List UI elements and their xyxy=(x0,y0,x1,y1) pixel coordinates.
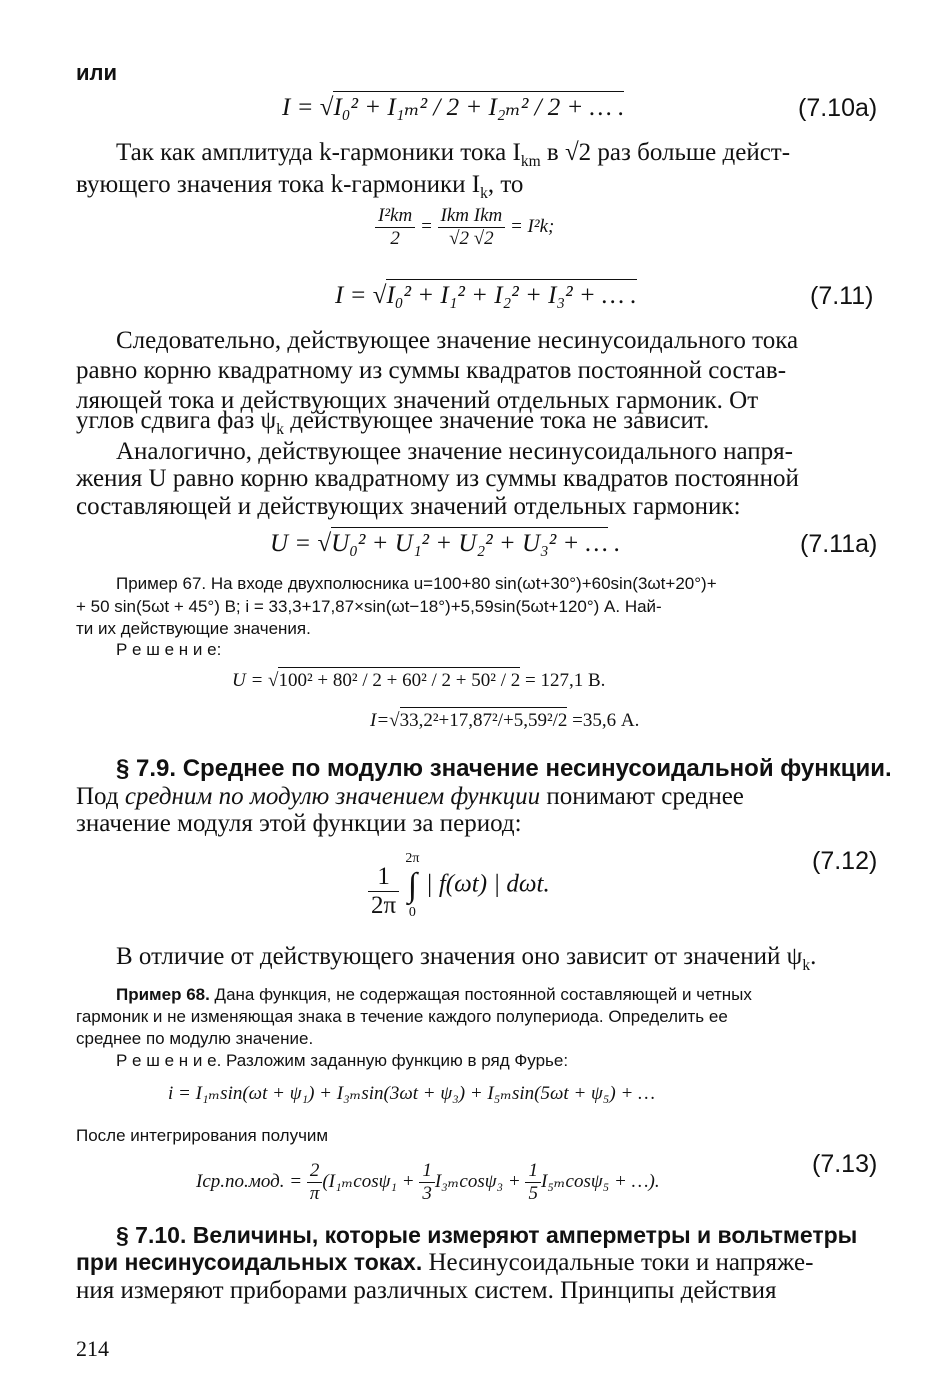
paragraph-line: Аналогично, действующее значение несинусоидального напря- xyxy=(116,438,793,465)
paragraph-line: Под средним по модулю значением функции понимают среднее xyxy=(76,783,744,810)
equation-number-7-12: (7.12) xyxy=(812,847,878,875)
paragraph-line: при несинусоидальных токах. Несинусоидальные токи и напряже- xyxy=(76,1249,814,1276)
equation-7-11: I = √I₀² + I₁² + I₂² + I₃² + … . xyxy=(335,282,637,310)
paragraph-line: углов сдвига фаз $\psi_k$ действующее значение тока не зависит. xyxy=(76,407,710,438)
equation-number-7-10a: (7.10а) xyxy=(798,94,878,122)
equation-7-13: Iср.по.мод. = $\frac{2}{\pi}$ (I₁ₘcosψ₁ + $\frac{1}{3}$ I₃ₘcosψ₃ + $\frac{1}{5}$ I₅ₘcosψ₅ + …). xyxy=(196,1160,660,1204)
example-68-line: среднее по модулю значение. xyxy=(76,1029,314,1048)
paragraph-line: В отличие от действующего значения оно зависит от значений $\psi_k$. xyxy=(116,943,817,974)
section-heading-7-10: § 7.10. Величины, которые измеряют амперметры и вольтметры xyxy=(116,1222,858,1248)
eq-radicand: I₀² + I₁ₘ² / 2 + I₂ₘ² / 2 + … . xyxy=(333,91,624,121)
solution-label: Р е ш е н и е. Разложим заданную функцию в ряд Фурье: xyxy=(116,1051,569,1070)
after-integration-text: После интегрирования получим xyxy=(76,1126,329,1145)
paragraph-line: ляющей тока и действующих значений отдельных гармоник. От xyxy=(76,387,759,414)
paragraph-line: Следовательно, действующее значение несинусоидального тока xyxy=(116,327,799,354)
equation-number-7-11a: (7.11а) xyxy=(800,530,878,558)
example-68-line: Пример 68. Дана функция, не содержащая постоянной составляющей и четных xyxy=(116,985,752,1004)
equation-number-7-13: (7.13) xyxy=(812,1150,878,1178)
paragraph-line: Так как амплитуда k-гармоники тока $I_{km}$ в √2 раз больше дейст- xyxy=(116,139,791,170)
eq-lhs: I = xyxy=(282,94,320,121)
page-number: 214 xyxy=(76,1336,109,1361)
text-ili: или xyxy=(76,60,118,85)
equation-u-value: U = √100² + 80² / 2 + 60² / 2 + 50² / 2 = 127,1 В. xyxy=(232,670,605,692)
solution-label: Р е ш е н и е: xyxy=(116,640,222,659)
paragraph-line: вующего значения тока k-гармоники $I_k$, то xyxy=(76,171,524,202)
equation-7-12: $\frac{1}{2\pi}$ 2π ∫ 0 | f(ωt) | dωt. xyxy=(368,852,550,920)
paragraph-line: жения U равно корню квадратному из суммы квадратов постоянной xyxy=(76,465,799,492)
example-67-line: ти их действующие значения. xyxy=(76,619,311,638)
equation-7-11a: U = √U₀² + U₁² + U₂² + U₃² + … . xyxy=(270,530,620,558)
paragraph-line: значение модуля этой функции за период: xyxy=(76,810,522,837)
equation-fourier-series: i = I₁ₘsin(ωt + ψ₁) + I₃ₘsin(3ωt + ψ₃) + I₅ₘsin(5ωt + ψ₅) + … xyxy=(168,1083,655,1104)
equation-i-value: I=√33,2²+17,87²/+5,59²/2 =35,6 А. xyxy=(370,710,639,732)
example-67-line: + 50 sin(5ωt + 45°) В; i = 33,3+17,87×sin(ωt−18°)+5,59sin(5ωt+120°) А. Най- xyxy=(76,597,662,616)
paragraph-line: ния измеряют приборами различных систем. Принципы действия xyxy=(76,1277,777,1304)
equation-number-7-11: (7.11) xyxy=(810,282,874,310)
paragraph-line: составляющей и действующих значений отдельных гармоник: xyxy=(76,493,741,520)
example-68-line: гармоник и не изменяющая знака в течение каждого полупериода. Определить ее xyxy=(76,1007,728,1026)
section-heading-7-9: § 7.9. Среднее по модулю значение несинусоидальной функции. xyxy=(116,755,892,782)
paragraph-line: равно корню квадратному из суммы квадратов постоянной состав- xyxy=(76,357,787,384)
equation-7-10a: I = √I₀² + I₁ₘ² / 2 + I₂ₘ² / 2 + … . xyxy=(282,92,624,122)
example-67-line: Пример 67. На входе двухполюсника u=100+80 sin(ωt+30°)+60sin(3ωt+20°)+ xyxy=(116,574,717,593)
equation-fraction-identity: $\frac{\text{I²km}}{2}$ = $\frac{\text{Ikm Ikm}}{√2 √2}$ = I²k; xyxy=(375,205,554,250)
